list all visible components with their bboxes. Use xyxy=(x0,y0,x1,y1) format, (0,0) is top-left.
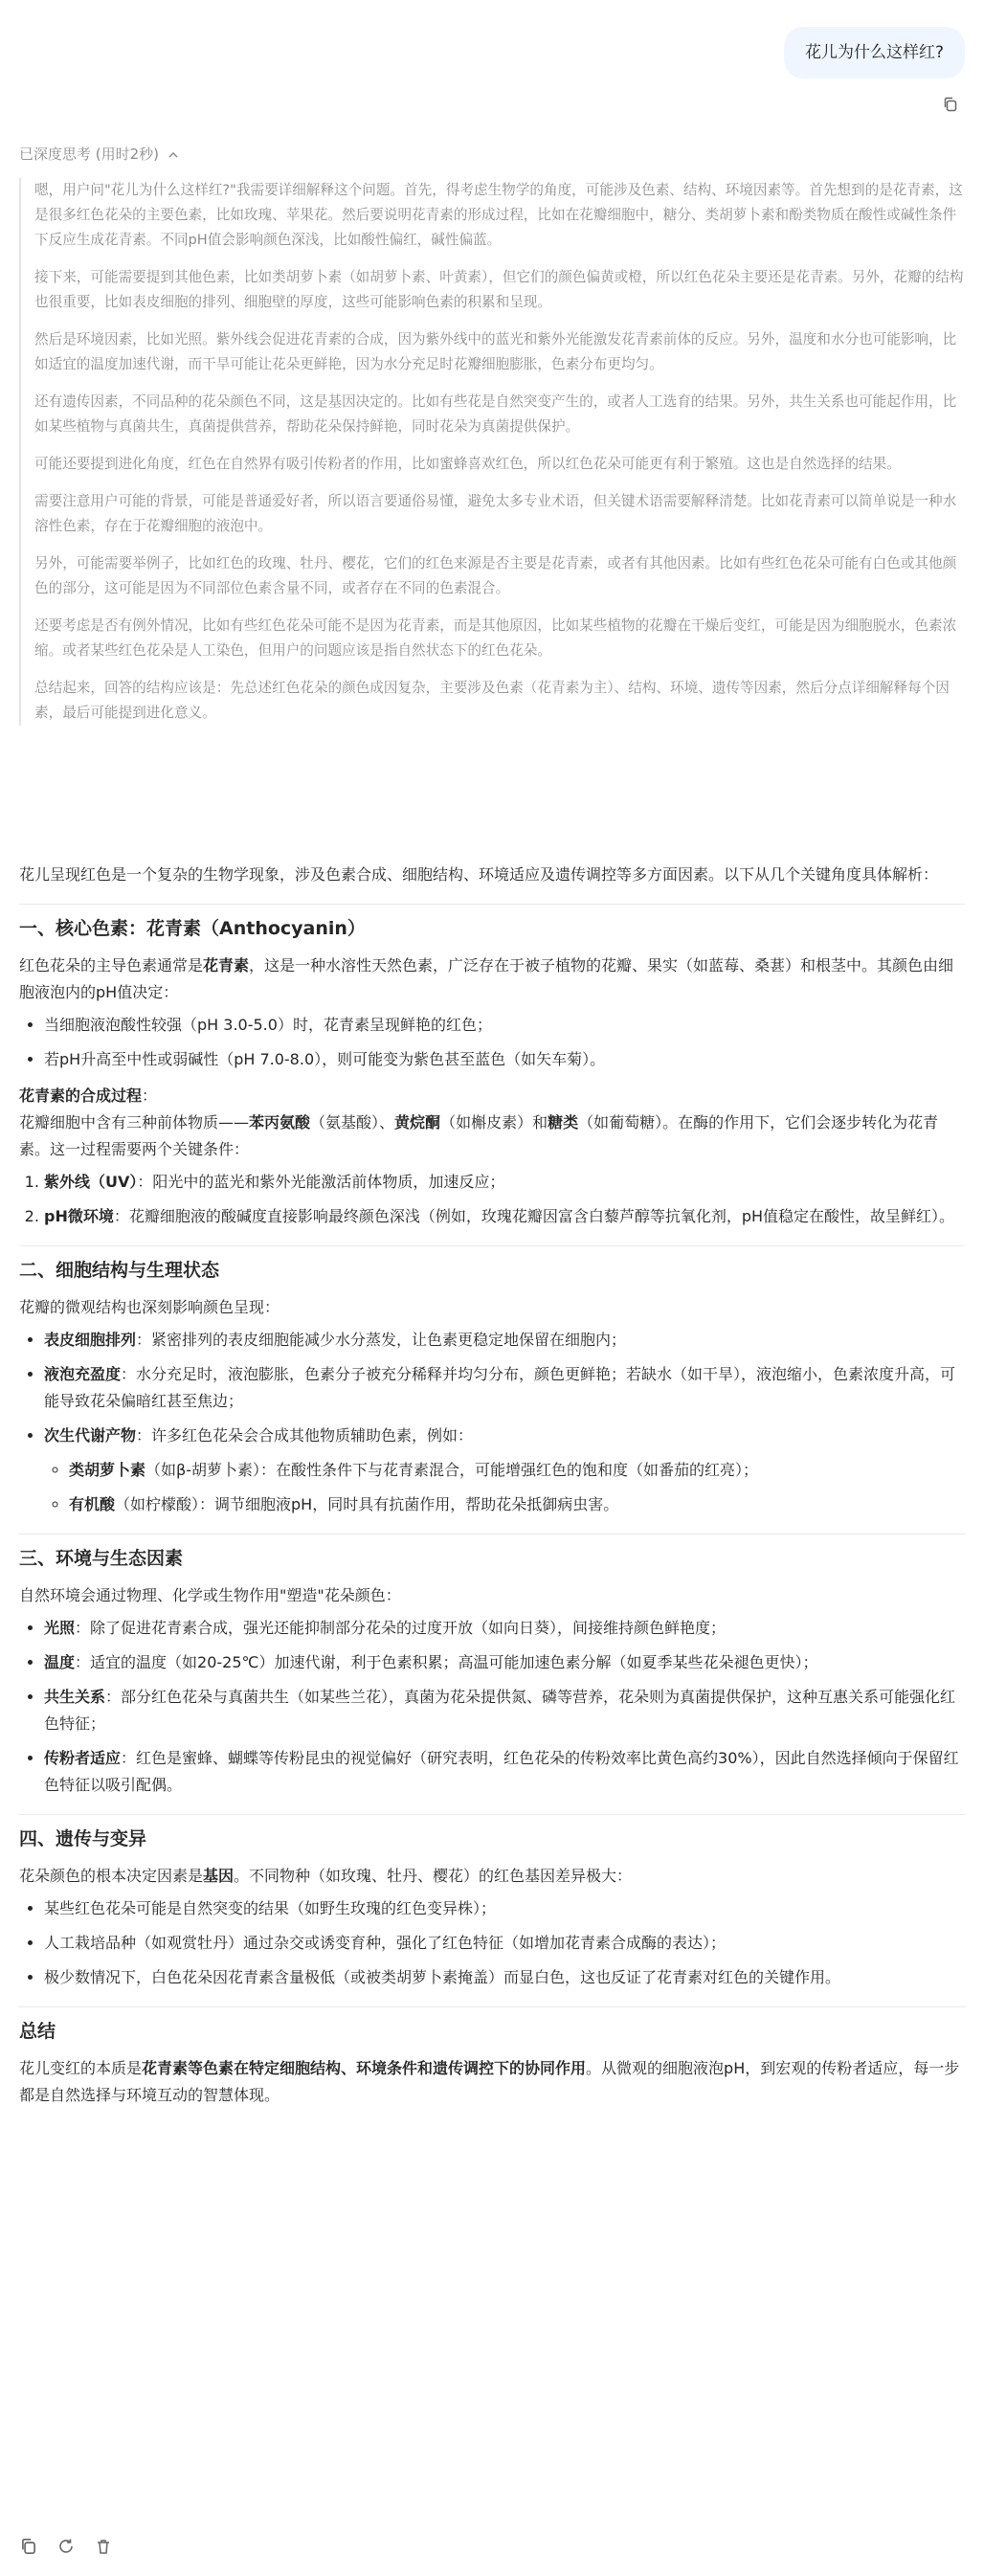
answer-content xyxy=(19,862,965,2109)
divider xyxy=(19,2006,965,2007)
thinking-toggle[interactable] xyxy=(19,144,179,164)
answer-intro: 花儿呈现红色是一个复杂的生物学现象，涉及色素合成、细胞结构、环境适应及遗传调控等多方面因素。以下从几个关键角度具体解析： xyxy=(19,865,939,884)
list-item: • 次生代谢产物：许多红色花朵会合成其他物质辅助色素，例如： ◦ 类胡萝卜素（如β-胡萝卜素）：在酸性条件下与花青素混合，可能增强红色的饱和度（如番茄的红亮）； ◦ 有机酸（如柠檬酸）：调节细胞液pH，同时具有抗菌作用，帮助花朵抵御病虫害。 xyxy=(44,1422,965,1518)
list-item: • 若pH升高至中性或弱碱性（pH 7.0-8.0），则可能变为紫色甚至蓝色（如矢车菊）。 xyxy=(44,1046,965,1073)
section-1-paragraph-2: 花瓣细胞中含有三种前体物质——苯丙氨酸（氨基酸）、黄烷酮（如槲皮素）和糖类（如葡萄糖）。在酶的作用下，它们会逐步转化为花青素。这一过程需要两个关键条件： xyxy=(19,1113,939,1158)
thinking-label: 已深度思考 (用时2秒) xyxy=(19,146,160,163)
section-1-ordered-list xyxy=(19,1169,965,1230)
chevron-up-icon xyxy=(168,149,179,161)
section-4-list xyxy=(19,1895,965,1991)
section-1-title: 一、核心色素：花青素（Anthocyanin） xyxy=(19,918,366,939)
message-actions xyxy=(19,2537,126,2560)
section-2-intro: 花瓣的微观结构也深刻影响颜色呈现： xyxy=(19,1298,280,1316)
section-4-intro: 花朵颜色的根本决定因素是基因。不同物种（如玫瑰、牡丹、樱花）的红色基因差异极大： xyxy=(19,1867,633,1885)
list-item: 2. pH微环境：花瓣细胞液的酸碱度直接影响最终颜色深浅（例如，玫瑰花瓣因富含白藜芦醇等抗氧化剂，pH值稳定在酸性，故呈鲜红）。 xyxy=(44,1203,965,1230)
list-item: 1. 紫外线（UV）：阳光中的蓝光和紫外光能激活前体物质，加速反应； xyxy=(44,1169,965,1196)
section-3-list xyxy=(19,1615,965,1799)
section-1-list xyxy=(19,1012,965,1073)
summary-paragraph: 花儿变红的本质是花青素等色素在特定细胞结构、环境条件和遗传调控下的协同作用。从微观的细胞液泡pH，到宏观的传粉者适应，每一步都是自然选择与环境互动的智慧体现。 xyxy=(19,2059,960,2104)
list-item: • 温度：适宜的温度（如20-25℃）加速代谢，利于色素积累；高温可能加速色素分解（如夏季某些花朵褪色更快）； xyxy=(44,1649,965,1676)
section-3-intro: 自然环境会通过物理、化学或生物作用"塑造"花朵颜色： xyxy=(19,1586,401,1604)
section-1-subtitle: 花青素的合成过程： xyxy=(19,1086,158,1105)
thinking-paragraph: 还有遗传因素，不同品种的花朵颜色不同，这是基因决定的。比如有些花是自然突变产生的，或者人工选育的结果。另外，共生关系也可能起作用，比如某些植物与真菌共生，真菌提供营养，帮助花朵保持鲜艳，同时花朵为真菌提供保护。 xyxy=(34,393,957,435)
thinking-paragraph: 可能还要提到进化角度，红色在自然界有吸引传粉者的作用，比如蜜蜂喜欢红色，所以红色花朵可能更有利于繁殖。这也是自然选择的结果。 xyxy=(34,456,901,472)
list-item: ◦ 类胡萝卜素（如β-胡萝卜素）：在酸性条件下与花青素混合，可能增强红色的饱和度（如番茄的红亮）； xyxy=(69,1457,965,1484)
thinking-content xyxy=(19,178,967,726)
summary-title: 总结 xyxy=(19,2021,56,2042)
user-question: 花儿为什么这样红? xyxy=(804,43,944,62)
divider xyxy=(19,1814,965,1815)
divider xyxy=(19,1245,965,1246)
list-item: • 液泡充盈度：水分充足时，液泡膨胀，色素分子被充分稀释并均匀分布，颜色更鲜艳；若缺水（如干旱），液泡缩小，色素浓度升高，可能导致花朵偏暗红甚至焦边； xyxy=(44,1361,965,1415)
thinking-paragraph: 接下来，可能需要提到其他色素，比如类胡萝卜素（如胡萝卜素、叶黄素），但它们的颜色偏黄或橙，所以红色花朵主要还是花青素。另外，花瓣的结构也很重要，比如表皮细胞的排列、细胞壁的厚度，这些可能影响色素的积累和呈现。 xyxy=(34,269,964,310)
section-3-title: 三、环境与生态因素 xyxy=(19,1548,184,1569)
thinking-paragraph: 总结起来，回答的结构应该是：先总述红色花朵的颜色成因复杂，主要涉及色素（花青素为主）、结构、环境、遗传等因素，然后分点详细解释每个因素，最后可能提到进化意义。 xyxy=(34,680,950,721)
trash-icon[interactable] xyxy=(94,2537,117,2560)
user-message-bubble xyxy=(784,27,965,78)
thinking-paragraph: 还要考虑是否有例外情况，比如有些红色花朵可能不是因为花青素，而是其他原因，比如某些植物的花瓣在干燥后变红，可能是因为细胞脱水，色素浓缩。或者某些红色花朵是人工染色，但用户的问题应该是指自然状态下的红色花朵。 xyxy=(34,617,957,659)
section-1-paragraph: 红色花朵的主导色素通常是花青素，这是一种水溶性天然色素，广泛存在于被子植物的花瓣、果实（如蓝莓、桑葚）和根茎中。其颜色由细胞液泡内的pH值决定： xyxy=(19,956,954,1001)
list-item: • 某些红色花朵可能是自然突变的结果（如野生玫瑰的红色变异株）； xyxy=(44,1895,965,1922)
thinking-paragraph: 需要注意用户可能的背景，可能是普通爱好者，所以语言要通俗易懂，避免太多专业术语，但关键术语需要解释清楚。比如花青素可以简单说是一种水溶性色素，存在于花瓣细胞的液泡中。 xyxy=(34,493,957,534)
list-item: • 光照：除了促进花青素合成，强光还能抑制部分花朵的过度开放（如向日葵），间接维持颜色鲜艳度； xyxy=(44,1615,965,1642)
thinking-paragraph: 嗯，用户问"花儿为什么这样红?"我需要详细解释这个问题。首先，得考虑生物学的角度，可能涉及色素、结构、环境因素等。首先想到的是花青素，这是很多红色花朵的主要色素，比如玫瑰、苹果花。然后要说明花青素的形成过程，比如在花瓣细胞中，糖分、类胡萝卜素和酚类物质在酸性或碱性条件下反应生成花青素。不同pH值会影响颜色深浅，比如酸性偏红，碱性偏蓝。 xyxy=(34,182,963,248)
section-2-sublist xyxy=(44,1457,965,1518)
list-item: • 人工栽培品种（如观赏牡丹）通过杂交或诱变育种，强化了红色特征（如增加花青素合成酶的表达）； xyxy=(44,1930,965,1957)
divider xyxy=(19,904,965,905)
section-2-title: 二、细胞结构与生理状态 xyxy=(19,1260,220,1281)
list-item: • 极少数情况下，白色花朵因花青素含量极低（或被类胡萝卜素掩盖）而显白色，这也反证了花青素对红色的关键作用。 xyxy=(44,1964,965,1991)
user-message-row xyxy=(19,0,965,130)
chat-container xyxy=(19,0,965,2104)
list-item: • 当细胞液泡酸性较强（pH 3.0-5.0）时，花青素呈现鲜艳的红色； xyxy=(44,1012,965,1039)
thinking-paragraph: 然后是环境因素，比如光照。紫外线会促进花青素的合成，因为紫外线中的蓝光和紫外光能激发花青素前体的反应。另外，温度和水分也可能影响，比如适宜的温度加速代谢，而干旱可能让花朵更鲜艳，因为水分充足时花瓣细胞膨胀，色素分布更均匀。 xyxy=(34,331,957,372)
list-item: • 共生关系：部分红色花朵与真菌共生（如某些兰花），真菌为花朵提供氮、磷等营养，花朵则为真菌提供保护，这种互惠关系可能强化红色特征； xyxy=(44,1684,965,1737)
copy-icon[interactable] xyxy=(19,2537,42,2560)
section-4-title: 四、遗传与变异 xyxy=(19,1828,147,1849)
refresh-icon[interactable] xyxy=(56,2537,79,2560)
thinking-paragraph: 另外，可能需要举例子，比如红色的玫瑰、牡丹、樱花，它们的红色来源是否主要是花青素，或者有其他因素。比如有些红色花朵可能有白色或其他颜色的部分，这可能是因为不同部位色素含量不同，或者存在不同的色素混合。 xyxy=(34,555,957,596)
section-2-list xyxy=(19,1327,965,1518)
list-item: ◦ 有机酸（如柠檬酸）：调节细胞液pH，同时具有抗菌作用，帮助花朵抵御病虫害。 xyxy=(69,1491,965,1518)
list-item: • 传粉者适应：红色是蜜蜂、蝴蝶等传粉昆虫的视觉偏好（研究表明，红色花朵的传粉效率比黄色高约30%），因此自然选择倾向于保留红色特征以吸引配偶。 xyxy=(44,1745,965,1799)
copy-icon[interactable] xyxy=(942,96,959,113)
list-item: • 表皮细胞排列：紧密排列的表皮细胞能减少水分蒸发，让色素更稳定地保留在细胞内； xyxy=(44,1327,965,1354)
